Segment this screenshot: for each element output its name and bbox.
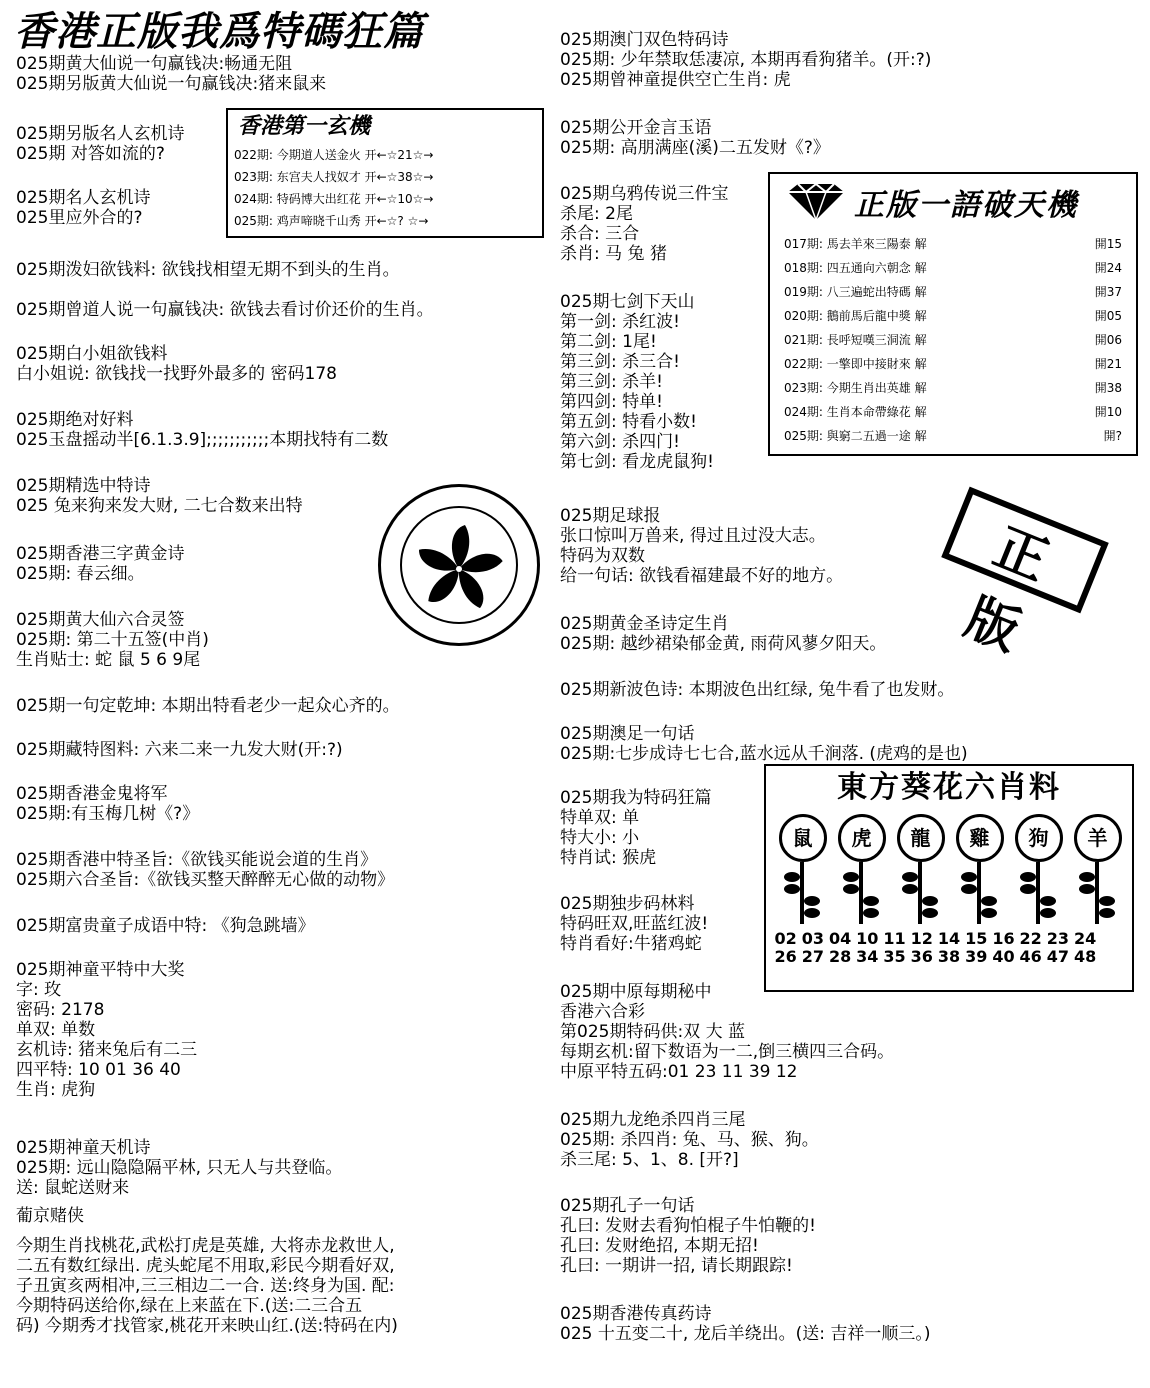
text-line: 025期我为特码狂篇 xyxy=(560,788,712,808)
tianji-row xyxy=(784,400,1122,424)
text-line: 特单双: 单 xyxy=(560,808,640,828)
left-block xyxy=(16,610,209,670)
text-line: 025期黄金圣诗定生肖 xyxy=(560,614,729,634)
right-block xyxy=(560,118,830,158)
tianji-row xyxy=(784,280,1122,304)
text-line: 今期特码送给你,绿在上来蓝在下.(送:二三合五 xyxy=(16,1296,363,1316)
number-cell: 14 xyxy=(937,929,961,948)
tianji-row-result: 開10 xyxy=(1094,405,1122,419)
text-line: 025期神童平特中大奖 xyxy=(16,960,185,980)
text-line: 白小姐说: 欲钱找一找野外最多的 密码178 xyxy=(16,364,337,384)
authentic-stamp: 正版 xyxy=(941,487,1109,614)
tianji-row xyxy=(784,232,1122,256)
tianji-row-result: 開05 xyxy=(1094,309,1122,323)
text-line: 025期泼妇欲钱料: 欲钱找相望无期不到头的生肖。 xyxy=(16,260,400,280)
text-line: 025 十五变二十, 龙后羊绕出。(送: 吉祥一顺三。) xyxy=(560,1324,931,1344)
number-cell: 12 xyxy=(910,929,933,948)
number-grid xyxy=(772,930,1126,966)
left-block xyxy=(16,960,197,1100)
sunflower-box-title: 東方葵花六肖料 xyxy=(837,770,1061,805)
text-line: 025期神童天机诗 xyxy=(16,1138,151,1158)
text-line: 025期新波色诗: 本期波色出红绿, 兔牛看了也发财。 xyxy=(560,680,955,700)
xuanji-row: 024期: 特码博大出红花 开←☆10☆→ xyxy=(234,192,434,206)
hk-seal xyxy=(378,484,540,646)
text-line: 025期: 高朋满座(溪)二五发财《?》 xyxy=(560,138,830,158)
right-block xyxy=(560,1196,816,1276)
text-line: 025期: 越纱裙染郁金黄, 雨荷风蓼夕阳天。 xyxy=(560,634,887,654)
leaf-icon xyxy=(804,908,820,918)
right-block xyxy=(560,982,894,1082)
leaf-icon xyxy=(902,872,918,882)
number-cell: 40 xyxy=(992,947,1015,966)
text-line: 025期香港三字黄金诗 xyxy=(16,544,185,564)
right-block xyxy=(560,894,708,954)
number-cell: 35 xyxy=(883,947,906,966)
text-line: 二五有数红绿出. 虎头蛇尾不用取,彩民今期看好双, xyxy=(16,1256,395,1276)
right-block xyxy=(560,724,968,764)
number-cell: 02 xyxy=(774,929,797,948)
left-block xyxy=(16,1138,342,1198)
text-line: 孔曰: 发财绝招, 本期无招! xyxy=(560,1236,759,1256)
text-line: 杀三尾: 5、1、8. [开?] xyxy=(560,1150,739,1170)
text-line: 特肖看好:牛猪鸡蛇 xyxy=(560,934,702,954)
right-block xyxy=(560,1304,931,1344)
bauhinia-icon xyxy=(381,487,537,643)
zodiac-label: 龍 xyxy=(897,814,945,862)
leaf-icon xyxy=(863,908,879,918)
number-cell: 26 xyxy=(774,947,797,966)
right-block xyxy=(560,614,886,654)
zodiac-label: 狗 xyxy=(1015,814,1063,862)
text-line: 杀肖: 马 兔 猪 xyxy=(560,244,667,264)
left-block xyxy=(16,1206,84,1226)
text-line: 025期中原每期秘中 xyxy=(560,982,712,1002)
left-block xyxy=(16,124,184,164)
sunflower-icon xyxy=(1074,814,1120,924)
leaf-icon xyxy=(804,896,820,906)
number-cell: 10 xyxy=(856,929,879,948)
tianji-row-riddle: 018期: 四五通向六朝念 解 xyxy=(784,261,927,275)
leaf-icon xyxy=(1040,896,1056,906)
text-line: 第025期特码供:双 大 蓝 xyxy=(560,1022,745,1042)
number-cell: 28 xyxy=(828,947,852,966)
text-line: 第一剑: 杀红波! xyxy=(560,312,680,332)
text-line: 第四剑: 特单! xyxy=(560,392,663,412)
text-line: 玄机诗: 猪来兔后有二三 xyxy=(16,1040,198,1060)
left-block xyxy=(16,300,434,320)
right-block xyxy=(560,680,954,700)
left-block xyxy=(16,784,199,824)
text-line: 025里应外合的? xyxy=(16,208,143,228)
text-line: 025期六合圣旨:《欲钱买整天醉醉无心做的动物》 xyxy=(16,870,395,890)
tianji-row-result: 開24 xyxy=(1094,261,1122,275)
xuanji-row: 022期: 今期道人送金火 开←☆21☆→ xyxy=(234,148,434,162)
xuanji-row: 025期: 鸡声啼晓千山秀 开←☆? ☆→ xyxy=(234,214,429,228)
left-block xyxy=(16,544,184,584)
right-block xyxy=(560,788,711,868)
number-cell: 34 xyxy=(856,947,879,966)
text-line: 025期另版黄大仙说一句赢钱决:猪来鼠来 xyxy=(16,74,327,94)
number-cell: 15 xyxy=(965,929,988,948)
tianji-row xyxy=(784,376,1122,400)
text-line: 字: 玫 xyxy=(16,980,62,1000)
sunflower-box xyxy=(764,764,1134,992)
tianji-row xyxy=(784,328,1122,352)
leaf-icon xyxy=(784,884,800,894)
text-line: 香港六合彩 xyxy=(560,1002,645,1022)
right-block xyxy=(560,1110,819,1170)
text-line: 025期七剑下天山 xyxy=(560,292,695,312)
number-cell: 11 xyxy=(883,929,906,948)
text-line: 第三剑: 杀三合! xyxy=(560,352,680,372)
text-line: 葡京赌侠 xyxy=(16,1206,84,1226)
text-line: 第六剑: 杀四门! xyxy=(560,432,680,452)
diamond-icon xyxy=(784,182,848,222)
tianji-row-result: 開21 xyxy=(1094,357,1122,371)
number-cell: 23 xyxy=(1046,929,1070,948)
leaf-icon xyxy=(1040,908,1056,918)
sunflower-icon xyxy=(838,814,884,924)
text-line: 中原平特五码:01 23 11 39 12 xyxy=(560,1062,798,1082)
tianji-row-riddle: 019期: 八三遍蛇出特碼 解 xyxy=(784,285,927,299)
text-line: 025期香港传真药诗 xyxy=(560,1304,712,1324)
xuanji-box-title: 香港第一玄機 xyxy=(238,114,371,139)
leaf-icon xyxy=(981,896,997,906)
grid-spacer xyxy=(1099,948,1126,966)
text-line: 025期: 远山隐隐隔平林, 只无人与共登临。 xyxy=(16,1158,343,1178)
tianji-row-riddle: 025期: 與窮二五過一途 解 xyxy=(784,429,927,443)
tianji-row-riddle: 017期: 馬去羊來三陽泰 解 xyxy=(784,237,927,251)
left-block xyxy=(16,696,400,716)
text-line: 025期孔子一句话 xyxy=(560,1196,695,1216)
number-cell: 04 xyxy=(828,929,852,948)
text-line: 025期藏特图料: 六来二来一九发大财(开:?) xyxy=(16,740,343,760)
right-block xyxy=(560,30,931,90)
right-block xyxy=(560,506,843,586)
tianji-box-rows xyxy=(784,232,1122,448)
left-block xyxy=(16,410,388,450)
left-block xyxy=(16,476,303,516)
text-line: 025期独步码林料 xyxy=(560,894,695,914)
right-block xyxy=(560,184,728,264)
tianji-row-result: 開? xyxy=(1103,429,1122,443)
text-line: 025期曾神童提供空亡生肖: 虎 xyxy=(560,70,791,90)
tianji-row-riddle: 022期: 一擎即中接財來 解 xyxy=(784,357,927,371)
number-cell: 16 xyxy=(992,929,1015,948)
number-cell: 48 xyxy=(1074,947,1097,966)
text-line: 025期精选中特诗 xyxy=(16,476,151,496)
text-line: 025期富贵童子成语中特: 《狗急跳墙》 xyxy=(16,916,315,936)
leaf-icon xyxy=(843,884,859,894)
text-line: 025期: 少年禁取恁凄凉, 本期再看狗猪羊。(开:?) xyxy=(560,50,932,70)
tianji-row-result: 開38 xyxy=(1094,381,1122,395)
leaf-icon xyxy=(1079,872,1095,882)
text-line: 025期: 第二十五签(中肖) xyxy=(16,630,209,650)
flower-stem xyxy=(1036,862,1040,924)
leaf-icon xyxy=(843,872,859,882)
leaf-icon xyxy=(784,872,800,882)
text-line: 025期一句定乾坤: 本期出特看老少一起众心齐的。 xyxy=(16,696,400,716)
leaf-icon xyxy=(1020,872,1036,882)
leaf-icon xyxy=(1099,896,1115,906)
number-cell: 03 xyxy=(801,929,824,948)
text-line: 025 兔来狗来发大财, 二七合数来出特 xyxy=(16,496,303,516)
sunflower-icon xyxy=(897,814,943,924)
tianji-row-riddle: 021期: 長呼短嘆三洞流 解 xyxy=(784,333,927,347)
number-cell: 22 xyxy=(1019,929,1042,948)
text-line: 四平特: 10 01 36 40 xyxy=(16,1060,181,1080)
tianji-row xyxy=(784,256,1122,280)
text-line: 今期生肖找桃花,武松打虎是英雄, 大将赤龙救世人, xyxy=(16,1236,395,1256)
text-line: 杀合: 三合 xyxy=(560,224,640,244)
left-block xyxy=(16,916,315,936)
leaf-icon xyxy=(863,896,879,906)
text-line: 025期黄大仙六合灵签 xyxy=(16,610,185,630)
xuanji-box-rows xyxy=(234,144,536,232)
tianji-row-result: 開37 xyxy=(1094,285,1122,299)
text-line: 送: 鼠蛇送财来 xyxy=(16,1178,130,1198)
leaf-icon xyxy=(1020,884,1036,894)
number-cell: 24 xyxy=(1074,929,1097,948)
flower-stem xyxy=(977,862,981,924)
tianji-row xyxy=(784,424,1122,448)
text-line: 第五剑: 特看小数! xyxy=(560,412,697,432)
masthead-title: 香港正版我爲特碼狂篇 xyxy=(14,9,424,55)
text-line: 025期名人玄机诗 xyxy=(16,188,151,208)
text-line: 给一句话: 欲钱看福建最不好的地方。 xyxy=(560,566,844,586)
text-line: 杀尾: 2尾 xyxy=(560,204,633,224)
number-cell: 38 xyxy=(937,947,961,966)
text-line: 025期: 杀四肖: 兔、马、猴、狗。 xyxy=(560,1130,819,1150)
left-block xyxy=(16,54,326,94)
text-line: 第七剑: 看龙虎鼠狗! xyxy=(560,452,714,472)
left-block xyxy=(16,344,337,384)
tianji-box-title: 正版一語破天機 xyxy=(854,188,1078,223)
sunflower-icon xyxy=(1015,814,1061,924)
text-line: 孔曰: 一期讲一招, 请长期跟踪! xyxy=(560,1256,793,1276)
number-cell: 36 xyxy=(910,947,933,966)
text-line: 子丑寅亥两相冲,三三相边二一合. 送:终身为国. 配: xyxy=(16,1276,395,1296)
zodiac-label: 羊 xyxy=(1074,814,1122,862)
tianji-row-result: 開06 xyxy=(1094,333,1122,347)
tianji-row-riddle: 024期: 生肖本命帶綠花 解 xyxy=(784,405,927,419)
leaf-icon xyxy=(1079,884,1095,894)
text-line: 单双: 单数 xyxy=(16,1020,96,1040)
tianji-row-riddle: 020期: 鵝前馬后龍中獎 解 xyxy=(784,309,927,323)
text-line: 特肖试: 猴虎 xyxy=(560,848,657,868)
left-block xyxy=(16,188,150,228)
leaf-icon xyxy=(922,896,938,906)
text-line: 特码旺双,旺蓝红波! xyxy=(560,914,709,934)
text-line: 孔曰: 发财去看狗怕棍子牛怕鞭的! xyxy=(560,1216,816,1236)
text-line: 025期: 春云细。 xyxy=(16,564,145,584)
text-line: 025期澳足一句话 xyxy=(560,724,695,744)
left-block xyxy=(16,850,394,890)
flower-stem xyxy=(859,862,863,924)
tianji-box xyxy=(768,172,1138,456)
text-line: 025期澳门双色特码诗 xyxy=(560,30,729,50)
text-line: 025期:七步成诗七七合,蓝水远从千涧落. (虎鸡的是也) xyxy=(560,744,968,764)
text-line: 025期曾道人说一句赢钱决: 欲钱去看讨价还价的生肖。 xyxy=(16,300,434,320)
xuanji-box xyxy=(226,108,544,238)
flower-stem xyxy=(800,862,804,924)
flower-stem xyxy=(1095,862,1099,924)
text-line: 码) 今期秀才找管家,桃花开来映山红.(送:特码在内) xyxy=(16,1316,398,1336)
left-block xyxy=(16,260,400,280)
tianji-row-riddle: 023期: 今期生肖出英雄 解 xyxy=(784,381,927,395)
zodiac-label: 虎 xyxy=(838,814,886,862)
text-line: 025期香港中特圣旨:《欲钱买能说会道的生肖》 xyxy=(16,850,378,870)
leaf-icon xyxy=(922,908,938,918)
text-line: 张口惊叫万兽来, 得过且过没大志。 xyxy=(560,526,826,546)
tianji-row xyxy=(784,304,1122,328)
text-line: 025期香港金鬼将军 xyxy=(16,784,168,804)
text-line: 特大小: 小 xyxy=(560,828,640,848)
text-line: 025期公开金言玉语 xyxy=(560,118,712,138)
grid-spacer xyxy=(1099,930,1126,948)
number-cell: 46 xyxy=(1019,947,1042,966)
xuanji-row: 023期: 东宫夫人找奴才 开←☆38☆→ xyxy=(234,170,434,184)
leaf-icon xyxy=(1099,908,1115,918)
text-line: 025期白小姐欲钱料 xyxy=(16,344,168,364)
text-line: 生肖贴士: 蛇 鼠 5 6 9尾 xyxy=(16,650,201,670)
text-line: 025玉盘摇动半[6.1.3.9];;;;;;;;;;;本期找特有二数 xyxy=(16,430,389,450)
number-cell: 47 xyxy=(1046,947,1070,966)
text-line: 025期黄大仙说一句赢钱决:畅通无阻 xyxy=(16,54,293,74)
text-line: 每期玄机:留下数语为一二,倒三横四三合码。 xyxy=(560,1042,895,1062)
sunflower-row xyxy=(772,814,1126,924)
leaf-icon xyxy=(961,884,977,894)
text-line: 第二剑: 1尾! xyxy=(560,332,657,352)
zodiac-label: 鼠 xyxy=(779,814,827,862)
leaf-icon xyxy=(902,884,918,894)
text-line: 特码为双数 xyxy=(560,546,645,566)
text-line: 025期:有玉梅几树《?》 xyxy=(16,804,200,824)
text-line: 025期 对答如流的? xyxy=(16,144,165,164)
tianji-header xyxy=(784,180,1122,224)
text-line: 025期乌鸦传说三件宝 xyxy=(560,184,729,204)
left-block xyxy=(16,740,343,760)
text-line: 025期九龙绝杀四肖三尾 xyxy=(560,1110,746,1130)
sunflower-icon xyxy=(956,814,1002,924)
zodiac-label: 雞 xyxy=(956,814,1004,862)
sunflower-icon xyxy=(779,814,825,924)
text-line: 第三剑: 杀羊! xyxy=(560,372,663,392)
tianji-row-result: 開15 xyxy=(1094,237,1122,251)
number-cell: 39 xyxy=(965,947,988,966)
number-cell: 27 xyxy=(801,947,824,966)
text-line: 025期另版名人玄机诗 xyxy=(16,124,185,144)
leaf-icon xyxy=(981,908,997,918)
left-block xyxy=(16,1236,398,1336)
leaf-icon xyxy=(961,872,977,882)
text-line: 025期绝对好料 xyxy=(16,410,134,430)
text-line: 密码: 2178 xyxy=(16,1000,105,1020)
text-line: 生肖: 虎狗 xyxy=(16,1080,96,1100)
flower-stem xyxy=(918,862,922,924)
right-block xyxy=(560,292,714,472)
text-line: 025期足球报 xyxy=(560,506,661,526)
tianji-row xyxy=(784,352,1122,376)
